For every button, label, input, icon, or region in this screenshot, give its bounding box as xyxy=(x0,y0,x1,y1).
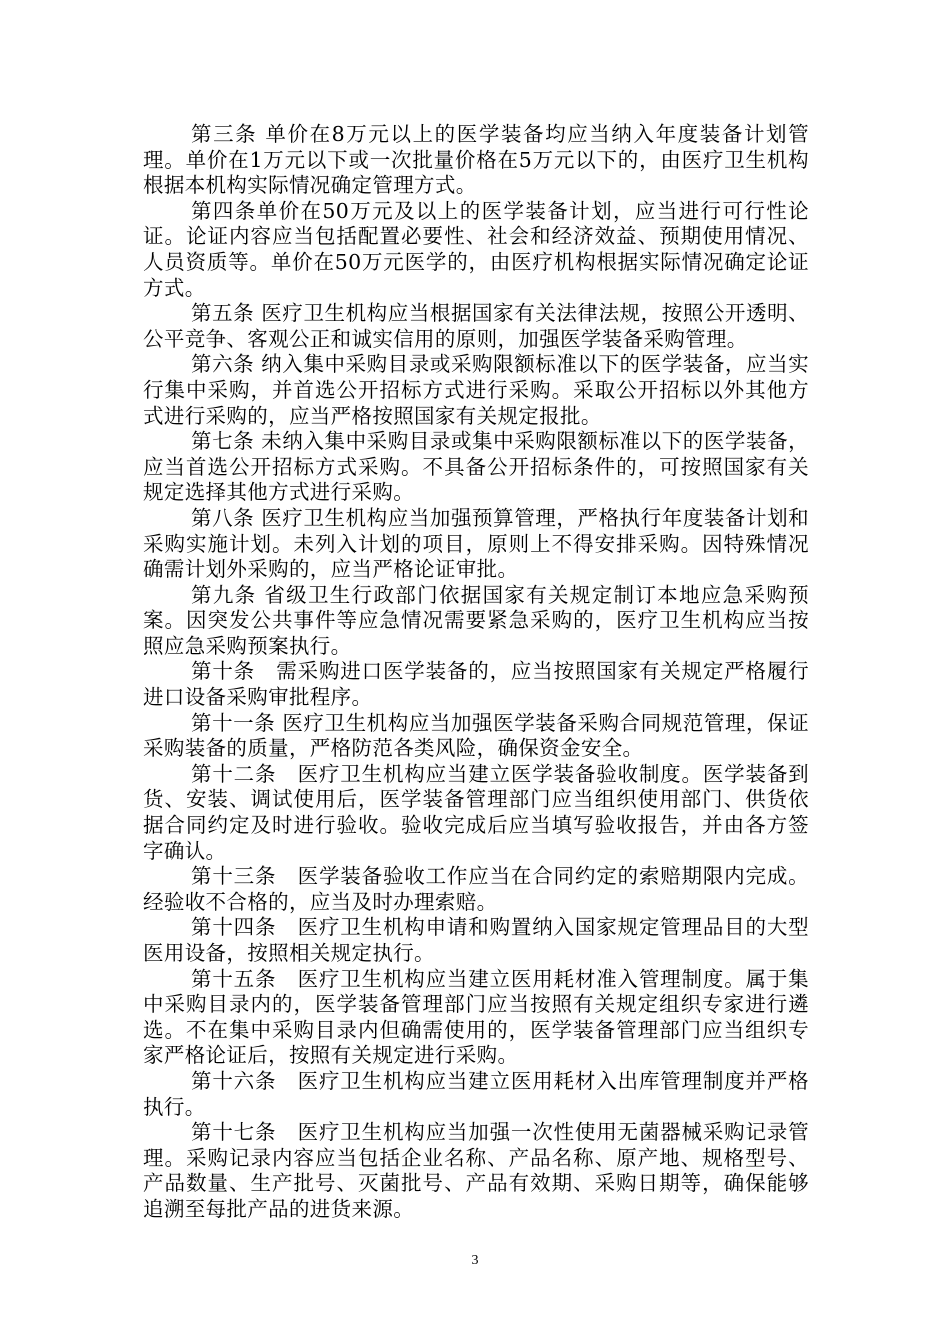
paragraph-article-12: 第十二条 医疗卫生机构应当建立医学装备验收制度。医学装备到货、安装、调试使用后，医学装备管理部门应当组织使用部门、供货依据合同约定及时进行验收。验收完成后应当填写验收报告，并由各方签字确认。 xyxy=(143,761,809,863)
paragraph-article-16: 第十六条 医疗卫生机构应当建立医用耗材入出库管理制度并严格执行。 xyxy=(143,1068,809,1119)
paragraph-article-11: 第十一条 医疗卫生机构应当加强医学装备采购合同规范管理，保证采购装备的质量，严格防范各类风险，确保资金安全。 xyxy=(143,710,809,761)
document-body xyxy=(143,122,809,1223)
paragraph-article-7: 第七条 未纳入集中采购目录或集中采购限额标准以下的医学装备，应当首选公开招标方式采购。不具备公开招标条件的，可按照国家有关规定选择其他方式进行采购。 xyxy=(143,429,809,505)
paragraph-article-5: 第五条 医疗卫生机构应当根据国家有关法律法规，按照公开透明、公平竞争、客观公正和诚实信用的原则，加强医学装备采购管理。 xyxy=(143,301,809,351)
paragraph-article-8: 第八条 医疗卫生机构应当加强预算管理，严格执行年度装备计划和采购实施计划。未列入计划的项目，原则上不得安排采购。因特殊情况确需计划外采购的，应当严格论证审批。 xyxy=(143,505,809,582)
page-number: 3 xyxy=(471,1253,479,1268)
paragraph-article-6: 第六条 纳入集中采购目录或采购限额标准以下的医学装备，应当实行集中采购，并首选公开招标方式进行采购。采取公开招标以外其他方式进行采购的，应当严格按照国家有关规定报批。 xyxy=(143,352,809,428)
paragraph-article-13: 第十三条 医学装备验收工作应当在合同约定的索赔期限内完成。经验收不合格的，应当及时办理索赔。 xyxy=(143,864,809,914)
paragraph-article-14: 第十四条 医疗卫生机构申请和购置纳入国家规定管理品目的大型医用设备，按照相关规定执行。 xyxy=(143,915,809,965)
paragraph-article-17: 第十七条 医疗卫生机构应当加强一次性使用无菌器械采购记录管理。采购记录内容应当包括企业名称、产品名称、原产地、规格型号、产品数量、生产批号、灭菌批号、产品有效期、采购日期等，确保能够追溯至每批产品的进货来源。 xyxy=(143,1120,809,1221)
paragraph-article-4: 第四条单价在50万元及以上的医学装备计划，应当进行可行性论证。论证内容应当包括配置必要性、社会和经济效益、预期使用情况、人员资质等。单价在50万元医学的，由医疗机构根据实际情况确定论证方式。 xyxy=(143,198,809,300)
paragraph-article-15: 第十五条 医疗卫生机构应当建立医用耗材准入管理制度。属于集中采购目录内的，医学装备管理部门应当按照有关规定组织专家进行遴选。不在集中采购目录内但确需使用的，医学装备管理部门应当组织专家严格论证后，按照有关规定进行采购。 xyxy=(143,966,809,1068)
paragraph-article-3: 第三条 单价在8万元以上的医学装备均应当纳入年度装备计划管理。单价在1万元以下或一次批量价格在5万元以下的，由医疗卫生机构根据本机构实际情况确定管理方式。 xyxy=(143,122,809,198)
paragraph-article-9: 第九条 省级卫生行政部门依据国家有关规定制订本地应急采购预案。因突发公共事件等应急情况需要紧急采购的，医疗卫生机构应当按照应急采购预案执行。 xyxy=(143,582,809,658)
paragraph-article-10: 第十条 需采购进口医学装备的，应当按照国家有关规定严格履行进口设备采购审批程序。 xyxy=(143,659,809,710)
